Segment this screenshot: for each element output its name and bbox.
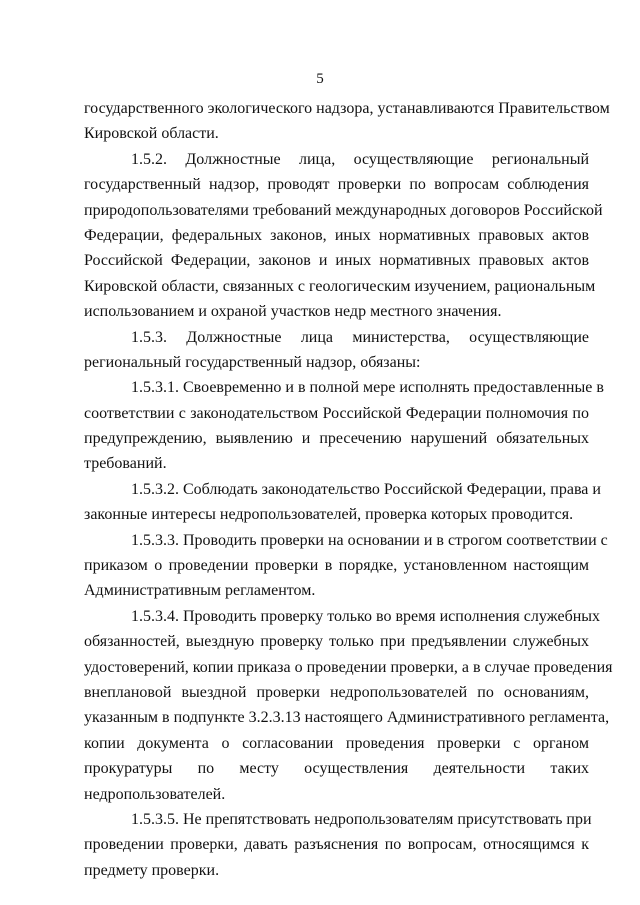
- text-line: использованием и охраной участков недр местного значения.: [84, 303, 502, 321]
- text-line: 1.5.3.2. Соблюдать законодательство Российской Федерации, права и: [131, 480, 601, 498]
- text-line: 1.5.3. Должностные лица министерства, осуществляющие: [131, 328, 589, 346]
- paragraph: [84, 604, 613, 807]
- text-line: предупреждению, выявлению и пресечению нарушений обязательных: [84, 430, 589, 448]
- paragraph: [84, 477, 601, 528]
- text-line: копии документа о согласовании проведения проверки с органом: [84, 734, 589, 752]
- text-line: государственный надзор, проводят проверки по вопросам соблюдения: [84, 176, 589, 194]
- text-line: Российской Федерации, законов и иных нормативных правовых актов: [84, 252, 589, 270]
- text-line: государственного экологического надзора, устанавливаются Правительством: [84, 100, 610, 117]
- paragraph: [84, 96, 610, 147]
- paragraph: [84, 147, 603, 325]
- text-line: удостоверений, копии приказа о проведении проверки, а в случае проведения: [84, 658, 613, 676]
- text-line: обязанностей, выездную проверку только при предъявлении служебных: [84, 633, 589, 651]
- text-line: 1.5.2. Должностные лица, осуществляющие региональный: [131, 150, 589, 168]
- text-line: 1.5.3.5. Не препятствовать недропользователям присутствовать при: [131, 810, 592, 828]
- text-line: Федерации, федеральных законов, иных нормативных правовых актов: [84, 226, 589, 244]
- text-line: недропользователей.: [84, 785, 226, 803]
- document-body: [84, 96, 613, 883]
- text-line: Административным регламентом.: [84, 582, 316, 600]
- paragraph: [84, 375, 604, 477]
- text-line: соответствии с законодательством Российской Федерации полномочия по: [84, 404, 589, 422]
- text-line: внеплановой выездной проверки недропользователей по основаниям,: [84, 683, 589, 701]
- text-line: 1.5.3.1. Своевременно и в полной мере исполнять предоставленные в: [131, 379, 604, 397]
- text-line: 1.5.3.4. Проводить проверку только во время исполнения служебных: [131, 607, 601, 625]
- text-line: региональный государственный надзор, обязаны:: [84, 353, 421, 371]
- page-number: 5: [316, 71, 324, 87]
- text-line: природопользователями требований международных договоров Российской: [84, 201, 603, 219]
- paragraph: [84, 325, 589, 376]
- text-line: предмету проверки.: [84, 861, 220, 879]
- text-line: законные интересы недропользователей, проверка которых проводится.: [84, 506, 574, 524]
- text-line: прокуратуры по месту осуществления деятельности таких: [84, 760, 589, 778]
- text-line: Кировской области, связанных с геологическим изучением, рациональным: [84, 277, 596, 295]
- text-line: требований.: [84, 455, 167, 473]
- text-line: приказом о проведении проверки в порядке, установленном настоящим: [84, 557, 589, 575]
- text-line: указанным в подпункте 3.2.3.13 настоящего Административного регламента,: [84, 709, 610, 727]
- text-line: проведении проверки, давать разъяснения по вопросам, относящимся к: [84, 836, 589, 854]
- paragraph: [84, 807, 592, 883]
- text-line: Кировской области.: [84, 125, 219, 143]
- paragraph: [84, 528, 608, 604]
- text-line: 1.5.3.3. Проводить проверки на основании и в строгом соответствии с: [131, 531, 608, 549]
